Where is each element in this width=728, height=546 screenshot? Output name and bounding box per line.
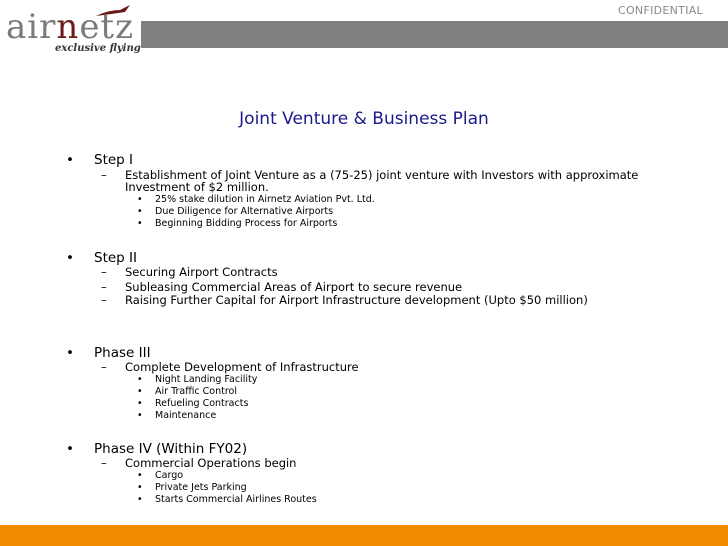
logo-tagline: exclusive flying [55, 43, 141, 54]
section-item [101, 457, 661, 469]
bullet-marker: • [137, 194, 143, 205]
section-item [101, 266, 661, 278]
section-item-text: Securing Airport Contracts [125, 265, 278, 279]
section-item-text: Commercial Operations begin [125, 456, 297, 470]
section-subitem-text: Refueling Contracts [155, 398, 249, 409]
section-item-text: Subleasing Commercial Areas of Airport to secure revenue [125, 280, 463, 294]
bullet-marker: • [137, 374, 143, 385]
bullet-marker: • [137, 494, 143, 505]
bullet-marker: – [101, 265, 107, 279]
bullet-marker: • [66, 345, 74, 361]
section-item [101, 169, 661, 193]
section-heading-text: Step I [94, 152, 134, 168]
section-subitem-text: Cargo [155, 470, 184, 481]
section-heading-text: Step II [94, 250, 137, 266]
section-subitem-text: 25% stake dilution in Airnetz Aviation Pvt. Ltd. [155, 194, 375, 205]
bullet-marker: • [137, 482, 143, 493]
bullet-marker: – [101, 168, 107, 182]
section-item [101, 294, 661, 306]
section-subitem-text: Air Traffic Control [155, 386, 237, 397]
bullet-marker: – [101, 456, 107, 470]
bullet-marker: • [137, 398, 143, 409]
section-item-text: Complete Development of Infrastructure [125, 360, 359, 374]
confidential-label: CONFIDENTIAL [617, 4, 703, 17]
footer-bar [0, 525, 728, 546]
section-subitem-text: Due Diligence for Alternative Airports [155, 206, 334, 217]
bullet-marker: – [101, 293, 107, 307]
bullet-marker: • [137, 410, 143, 421]
section-subitem-text: Maintenance [155, 410, 217, 421]
section-subitem-text: Night Landing Facility [155, 374, 258, 385]
section-heading-text: Phase III [94, 345, 151, 361]
bullet-marker: • [137, 206, 143, 217]
bullet-marker: – [101, 280, 107, 294]
section-subitem-text: Beginning Bidding Process for Airports [155, 218, 338, 229]
section-heading-text: Phase IV (Within FY02) [94, 441, 248, 457]
section-item-text: Raising Further Capital for Airport Infrastructure development (Upto $50 million) [125, 293, 588, 307]
bullet-marker: • [137, 470, 143, 481]
section-subitem-text: Starts Commercial Airlines Routes [155, 494, 317, 505]
section-item [101, 281, 661, 293]
bullet-marker: • [66, 250, 74, 266]
page-title: Joint Venture & Business Plan [239, 109, 489, 129]
bullet-marker: • [66, 152, 74, 168]
bullet-marker: • [137, 386, 143, 397]
bullet-marker: – [101, 360, 107, 374]
logo-wordmark: airnetz [6, 7, 135, 47]
section-item [101, 361, 661, 373]
bullet-marker: • [66, 441, 74, 457]
section-item-text: Establishment of Joint Venture as a (75-25) joint venture with Investors with approximate Investment of $2 million. [125, 168, 639, 194]
bullet-marker: • [137, 218, 143, 229]
section-subitem-text: Private Jets Parking [155, 482, 247, 493]
